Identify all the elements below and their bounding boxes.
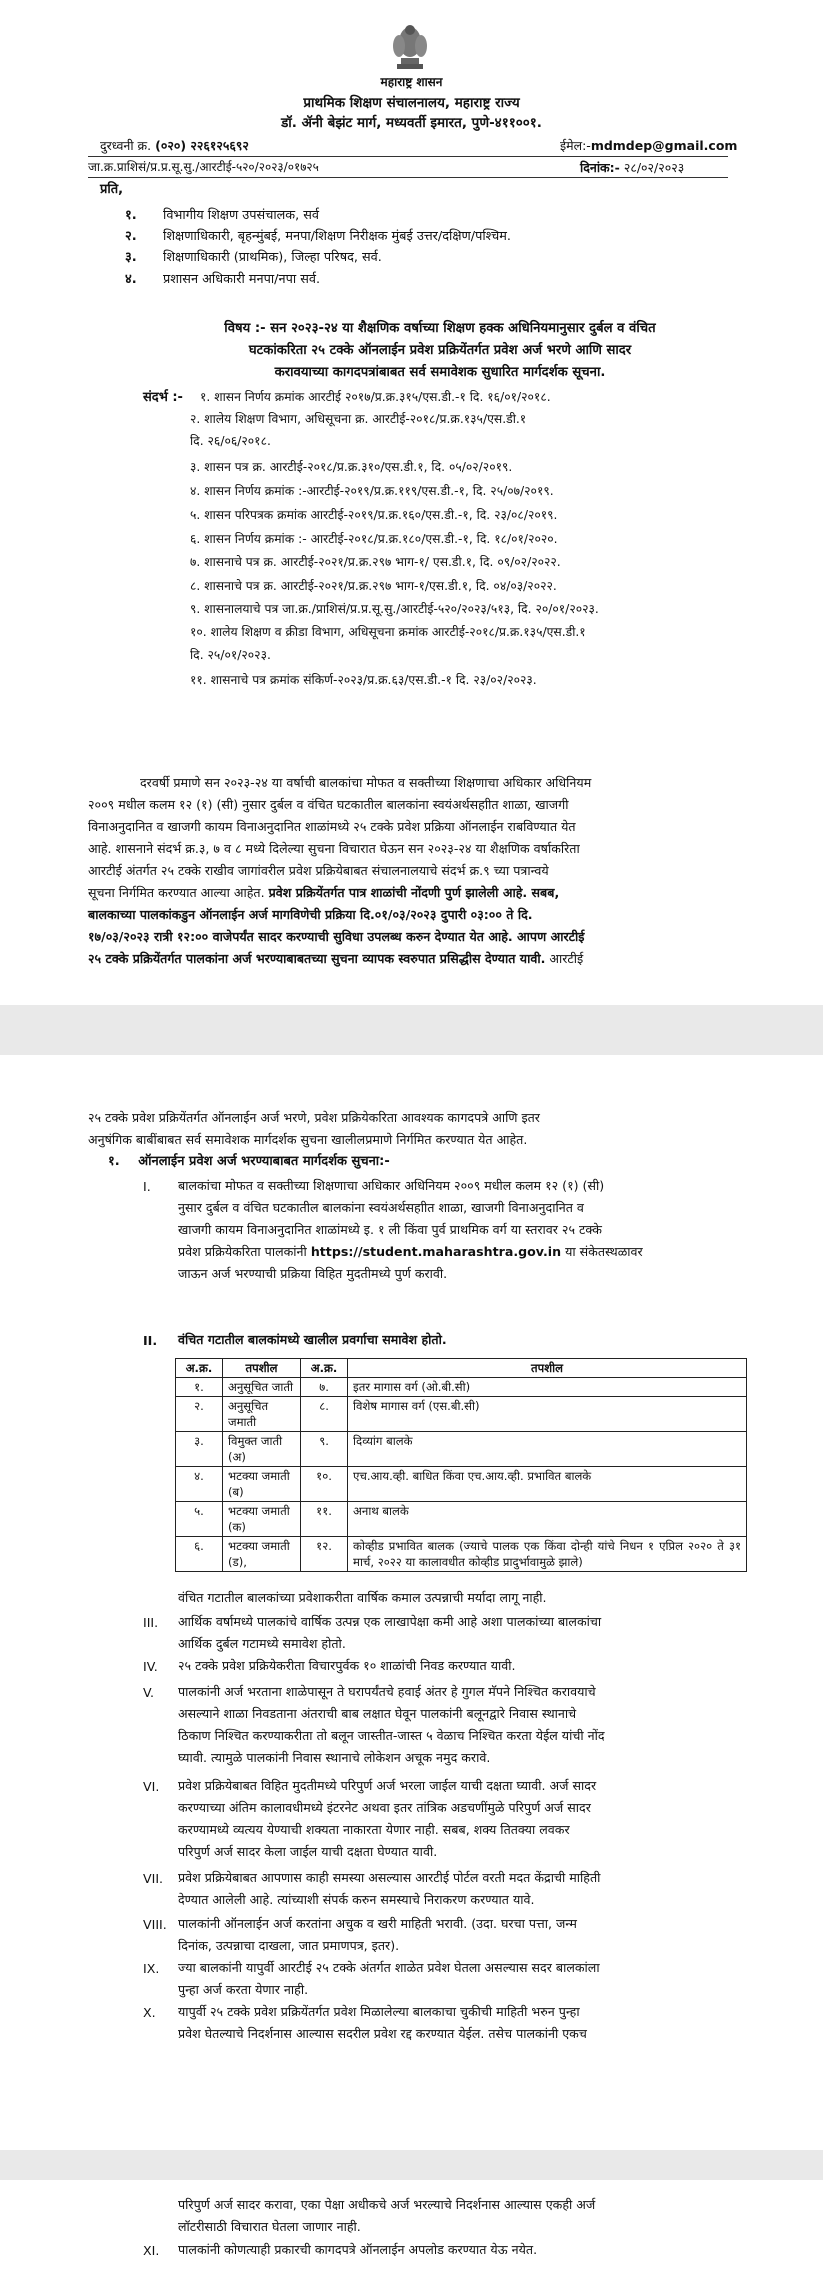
recipient-text: शिक्षणाधिकारी, बृहन्मुंबई, मनपा/शिक्षण निरीक्षक मुंबई उत्तर/दक्षिण/पश्चिम.: [163, 229, 511, 244]
letter-page-3: [0, 2180, 823, 2280]
phone-number: (०२०) २२६१२५६९२: [155, 138, 249, 153]
table-row: [176, 1537, 747, 1572]
recipient-text: प्रशासन अधिकारी मनपा/नपा सर्व.: [163, 272, 321, 287]
table-header-row: [176, 1359, 747, 1378]
table-cell: अनुसूचित जमाती: [223, 1397, 301, 1432]
category-heading: वंचित गटातील बालकांमध्ये खालील प्रवर्गाचा समावेश होतो.: [178, 1332, 447, 1347]
body-text: सूचना निर्गमित करण्यात आल्या आहेत.: [88, 885, 269, 900]
item-line: [178, 1241, 724, 1263]
reference-item: ३. शासन पत्र क्र. आरटीई-२०१८/प्र.क्र.३१०/एस.डी.१, दि. ०५/०२/२०१९.: [190, 460, 513, 474]
phone: [100, 136, 249, 155]
reference-item: दि. २६/०६/२०१८.: [190, 434, 271, 448]
item-number: I.: [143, 1179, 151, 1194]
body-line: आहे. शासनाने संदर्भ क्र.३, ७ व ८ मध्ये दिलेल्या सुचना विचारात घेऊन सन २०२३-२४ या शैक्षणिक वर्षाकरिता: [88, 841, 580, 856]
table-cell: भटक्या जमाती (क): [223, 1502, 301, 1537]
reference-item: ४. शासन निर्णय क्रमांक :-आरटीई-२०१९/प्र.क्र.११९/एस.डी.-१, दि. २५/०७/२०१९.: [190, 484, 554, 498]
item-number: IV.: [143, 1659, 158, 1674]
header-divider: [88, 156, 728, 157]
letter-page-1: [0, 0, 823, 1005]
body-line: [88, 948, 728, 970]
table-cell: ३.: [176, 1432, 223, 1467]
item-line: घ्यावी. त्यामुळे पालकांनी निवास स्थानाचे लोकेशन अचूक नमुद करावे.: [178, 1750, 491, 1765]
table-row: [176, 1432, 747, 1467]
item-text: या संकेतस्थळावर: [561, 1244, 643, 1259]
header-divider-2: [88, 177, 728, 178]
body-line: आरटीई अंतर्गत २५ टक्के राखीव जागांवरील प्रवेश प्रक्रियेबाबत संचालनालयाचे संदर्भ क्र.९ च्या पत्रान्वये: [88, 863, 549, 878]
recipient-number: २.: [125, 229, 137, 244]
item-line: खाजगी कायम विनाअनुदानित शाळांमध्ये इ. १ ली किंवा पुर्व प्राथमिक वर्ग या स्तरावर २५ टक्के: [178, 1222, 602, 1237]
item-number: VI.: [143, 1779, 160, 1794]
item-line: परिपुर्ण अर्ज सादर केला जाईल याची दक्षता घेण्यात यावी.: [178, 1844, 438, 1859]
reference-item: ७. शासनाचे पत्र क्र. आरटीई-२०२१/प्र.क्र.२९७ भाग-१/ एस.डी.१, दि. ०९/०२/२०२२.: [190, 555, 561, 569]
body-text: आरटीई: [545, 951, 584, 966]
item-line: जाऊन अर्ज भरण्याची प्रक्रिया विहित मुदतीमध्ये पुर्ण करावी.: [178, 1266, 448, 1281]
item-number: VII.: [143, 1871, 164, 1886]
item-line: पुन्हा अर्ज करता येणार नाही.: [178, 1982, 309, 1997]
table-cell: ९.: [301, 1432, 348, 1467]
col-header: अ.क्र.: [176, 1359, 223, 1378]
instruction-item: [178, 1867, 724, 1911]
table-cell: विमुक्त जाती (अ): [223, 1432, 301, 1467]
item-number: XI.: [143, 2243, 160, 2258]
student-portal-link[interactable]: https://student.maharashtra.gov.in: [310, 1244, 562, 1259]
item-line: आर्थिक दुर्बल गटामध्ये समावेश होतो.: [178, 1636, 346, 1651]
date-label: दिनांक:-: [580, 160, 620, 175]
phone-label: दुरध्वनी क्र.: [100, 138, 152, 153]
reference-item: ६. शासन निर्णय क्रमांक :- आरटीई-२०१८/प्र.क्र.१८०/एस.डी.-१, दि. १८/०१/२०२०.: [190, 532, 558, 546]
item-line: ज्या बालकांनी यापुर्वी आरटीई २५ टक्के अंतर्गत शाळेत प्रवेश घेतला असल्यास सदर बालकांला: [178, 1960, 600, 1975]
col-header: तपशील: [348, 1359, 747, 1378]
table-body: [176, 1378, 747, 1572]
table-cell: १२.: [301, 1537, 348, 1572]
email-label: ईमेल:-: [560, 138, 591, 153]
item-line: करण्यामध्ये व्यत्यय येण्याची शक्यता नाकारता येणार नाही. सबब, शक्य तितक्या लवकर: [178, 1822, 570, 1837]
item-line: ठिकाण निश्चित करण्याकरीता तो बलून जास्तीत-जास्त ५ वेळाच निश्चित करता येईल यांची नोंद: [178, 1728, 605, 1743]
table-cell: अनुसूचित जाती: [223, 1378, 301, 1397]
table-cell: २.: [176, 1397, 223, 1432]
item-line: प्रवेश घेतल्याचे निदर्शनास आल्यास सदरील प्रवेश रद्द करण्यात येईल. तसेच पालकांनी एकच: [178, 2026, 587, 2041]
recipient-text: शिक्षणाधिकारी (प्राथमिक), जिल्हा परिषद, सर्व.: [163, 250, 382, 265]
col-header: अ.क्र.: [301, 1359, 348, 1378]
body-line: २००९ मधील कलम १२ (१) (सी) नुसार दुर्बल व वंचित घटकातील बालकांना स्वयंअर्थसहाीत शाळा, खाजगी: [88, 797, 569, 812]
office-address: डॉ. ॲनी बेझंट मार्ग, मध्यवर्ती इमारत, पुणे-४११००१.: [281, 115, 542, 131]
item-line: पालकांनी ऑनलाईन अर्ज करतांना अचुक व खरी माहिती भरावी. (उदा. घरचा पत्ता, जन्म: [178, 1916, 577, 1931]
body-bold-text: २५ टक्के प्रक्रियेंतर्गत पालकांना अर्ज भरण्याबाबतच्या सुचना व्यापक स्वरुपात प्रसिद्धीस देण्यात यावी.: [88, 951, 546, 966]
instruction-item-11: पालकांनी कोणत्याही प्रकारची कागदपत्रे ऑनलाईन अपलोड करण्यात येऊ नयेत.: [178, 2242, 538, 2257]
instruction-item: [178, 1913, 724, 1957]
subject-line: विषय :- सन २०२३-२४ या शैक्षणिक वर्षाच्या शिक्षण हक्क अधिनियमानुसार दुर्बल व वंचित: [224, 321, 656, 336]
item-line: २५ टक्के प्रवेश प्रक्रियेकरीता विचारपुर्वक १० शाळांची निवड करण्यात यावी.: [178, 1658, 516, 1673]
instruction-item: [178, 1775, 724, 1863]
letter-date: [580, 158, 684, 177]
category-table: [175, 1358, 747, 1572]
reference-item: ९. शासनालयाचे पत्र जा.क्र./प्राशिसं/प्र.प्र.सू.सु./आरटीई-५२०/२०२३/५१३, दि. २०/०१/२०२३.: [190, 602, 599, 616]
body-line: [88, 882, 728, 904]
to-label: प्रति,: [100, 182, 124, 197]
table-cell: १०.: [301, 1467, 348, 1502]
item-line: प्रवेश प्रक्रियेबाबत विहित मुदतीमध्ये परिपुर्ण अर्ज भरला जाईल याची दक्षता घ्यावी. अर्ज सादर: [178, 1778, 597, 1793]
reference-item: ८. शासनाचे पत्र क्र. आरटीई-२०२१/प्र.क्र.२९७ भाग-१/एस.डी.१, दि. ०४/०३/२०२२.: [190, 579, 557, 593]
intro-line: अनुषंगिक बाबींबाबत सर्व समावेशक मार्गदर्शक सुचना खालीलप्रमाणे निर्गमित करण्यात येत आहेत.: [88, 1132, 528, 1147]
item-line: यापुर्वी २५ टक्के प्रवेश प्रक्रियेंतर्गत प्रवेश मिळालेल्या बालकाचा चुकीची माहिती भरुन पुन्हा: [178, 2004, 580, 2019]
reference-item: १०. शालेय शिक्षण व क्रीडा विभाग, अधिसूचना क्रमांक आरटीई-२०१८/प्र.क्र.१३५/एस.डी.१: [190, 625, 586, 639]
subject-line: करावयाच्या कागदपत्रांबाबत सर्व समावेशक सुधारित मार्गदर्शक सूचना.: [274, 365, 606, 380]
continued-item: [178, 2194, 724, 2238]
item-number: IX.: [143, 1961, 160, 1976]
table-cell: एच.आय.व्ही. बाधित किंवा एच.आय.व्ही. प्रभावित बालके: [348, 1467, 747, 1502]
item-line: करण्याच्या अंतिम कालावधीमध्ये इंटरनेट अथवा इतर तांत्रिक अडचणींमुळे परिपुर्ण अर्ज सादर: [178, 1800, 591, 1815]
reference-item: ५. शासन परिपत्रक क्रमांक आरटीई-२०१९/प्र.क्र.१६०/एस.डी.-१, दि. २३/०८/२०१९.: [190, 508, 558, 522]
table-cell: भटक्या जमाती (ब): [223, 1467, 301, 1502]
item-line: लॉटरीसाठी विचारात घेतला जाणार नाही.: [178, 2219, 361, 2234]
email: [560, 136, 737, 155]
item-number: II.: [143, 1333, 158, 1348]
item-line: परिपुर्ण अर्ज सादर करावा, एका पेक्षा अधीकचे अर्ज भरल्याचे निदर्शनास आल्यास एकही अर्ज: [178, 2197, 596, 2212]
table-cell: ८.: [301, 1397, 348, 1432]
govt-name: महाराष्ट्र शासन: [380, 75, 443, 89]
item-number: III.: [143, 1615, 159, 1630]
item-line: प्रवेश प्रक्रियेबाबत आपणास काही समस्या असल्यास आरटीई पोर्टल वरती मदत केंद्राची माहिती: [178, 1870, 601, 1885]
item-line: देण्यात आलेली आहे. त्यांच्याशी संपर्क करुन समस्याचे निराकरण करण्यात यावे.: [178, 1892, 535, 1907]
col-header: तपशील: [223, 1359, 301, 1378]
instruction-item-1: [178, 1175, 724, 1285]
reference-item: ११. शासनाचे पत्र क्रमांक संकिर्ण-२०२३/प्र.क्र.६३/एस.डी.-१ दि. २३/०२/२०२३.: [190, 673, 537, 687]
item-line: दिनांक, उत्पन्नाचा दाखला, जात प्रमाणपत्र, इतर).: [178, 1938, 400, 1953]
item-text: प्रवेश प्रक्रियेकरिता पालकांनी: [178, 1244, 311, 1259]
section-title: ऑनलाईन प्रवेश अर्ज भरण्याबाबत मार्गदर्शक सुचना:-: [138, 1154, 390, 1169]
letter-page-2: [0, 1055, 823, 2150]
recipient-number: १.: [125, 208, 137, 223]
recipient-text: विभागीय शिक्षण उपसंचालक, सर्व: [163, 208, 320, 223]
section-number: १.: [108, 1154, 120, 1169]
table-cell: अनाथ बालके: [348, 1502, 747, 1537]
reference-item: १. शासन निर्णय क्रमांक आरटीई २०१७/प्र.क्र.३१५/एस.डी.-१ दि. १६/०१/२०१८.: [200, 390, 551, 404]
email-address[interactable]: mdmdep@gmail.com: [590, 138, 738, 153]
instruction-item: [178, 1611, 724, 1655]
intro-paragraph: [88, 1107, 728, 1151]
state-emblem-icon: [383, 20, 437, 72]
item-number: VIII.: [143, 1917, 167, 1932]
item-line: आर्थिक वर्षामध्ये पालकांचे वार्षिक उत्पन्न एक लाखापेक्षा कमी आहे अशा पालकांच्या बालकांचा: [178, 1614, 602, 1629]
item-number: V.: [143, 1685, 154, 1700]
intro-line: २५ टक्के प्रवेश प्रक्रियेंतर्गत ऑनलाईन अर्ज भरणे, प्रवेश प्रक्रियेकरिता आवश्यक कागदपत्रे आणि इतर: [88, 1110, 540, 1125]
body-bold-line: १७/०३/२०२३ रात्री १२:०० वाजेपर्यंत सादर करण्याची सुविधा उपलब्ध करुन देण्यात येत आहे. आपण आरटीई: [88, 929, 585, 944]
body-bold-line: बालकाच्या पालकांकडुन ऑनलाईन अर्ज मागविणेची प्रक्रिया दि.०१/०३/२०२३ दुपारी ०३:०० ते दि.: [88, 907, 533, 922]
instruction-item: [178, 1957, 724, 2001]
item-line: असल्याने शाळा निवडताना अंतराची बाब लक्षात घेवून पालकांनी बलूनद्वारे निवास स्थानाचे: [178, 1706, 577, 1721]
body-line: दरवर्षी प्रमाणे सन २०२३-२४ या वर्षाची बालकांचा मोफत व सक्तीच्या शिक्षणाचा अधिकार अधिनियम: [140, 775, 592, 790]
item-line: पालकांनी अर्ज भरताना शाळेपासून ते घरापर्यंतचे हवाई अंतर हे गुगल मॅपने निश्चित करावयाचे: [178, 1684, 596, 1699]
table-row: [176, 1378, 747, 1397]
item-line: बालकांचा मोफत व सक्तीच्या शिक्षणाचा अधिकार अधिनियम २००९ मधील कलम १२ (१) (सी): [178, 1178, 605, 1193]
reference-item: २. शालेय शिक्षण विभाग, अधिसूचना क्र. आरटीई-२०१८/प्र.क्र.१३५/एस.डी.१: [190, 412, 527, 426]
body-paragraph: [88, 772, 728, 970]
section-heading: [108, 1151, 390, 1173]
reference-number: जा.क्र.प्राशिसं/प्र.प्र.सू.सु./आरटीई-५२०/२०२३/०१७२५: [88, 160, 319, 174]
table-row: [176, 1467, 747, 1502]
reference-item: दि. २५/०१/२०२३.: [190, 648, 271, 662]
body-line: विनाअनुदानित व खाजगी कायम विनाअनुदानित शाळांमध्ये २५ टक्के प्रवेश प्रक्रिया ऑनलाईन राबविण्यात येत: [88, 819, 576, 834]
subject-line: घटकांकरिता २५ टक्के ऑनलाईन प्रवेश प्रक्रियेंतर्गत प्रवेश अर्ज भरणे आणि सादर: [248, 343, 632, 358]
references-label: संदर्भ :-: [143, 390, 183, 405]
table-cell: इतर मागास वर्ग (ओ.बी.सी): [348, 1378, 747, 1397]
table-cell: दिव्यांग बालके: [348, 1432, 747, 1467]
table-cell: ५.: [176, 1502, 223, 1537]
table-cell: ४.: [176, 1467, 223, 1502]
recipient-number: ४.: [125, 272, 137, 287]
item-number: X.: [143, 2005, 156, 2020]
date-value: २८/०२/२०२३: [619, 160, 685, 175]
table-cell: भटक्या जमाती (ड),: [223, 1537, 301, 1572]
table-cell: ७.: [301, 1378, 348, 1397]
recipient-number: ३.: [125, 250, 137, 265]
table-cell: १.: [176, 1378, 223, 1397]
instruction-item: [178, 2001, 724, 2045]
office-name: प्राथमिक शिक्षण संचालनालय, महाराष्ट्र राज्य: [303, 95, 520, 111]
table-cell: ६.: [176, 1537, 223, 1572]
instruction-item: [178, 1681, 724, 1769]
subject: [140, 318, 740, 384]
category-note: वंचित गटातील बालकांच्या प्रवेशाकरीता वार्षिक कमाल उत्पन्नाची मर्यादा लागू नाही.: [178, 1590, 547, 1605]
table-cell: ११.: [301, 1502, 348, 1537]
table-row: [176, 1397, 747, 1432]
table-row: [176, 1502, 747, 1537]
instruction-item: [178, 1655, 724, 1677]
body-bold-text: प्रवेश प्रक्रियेंतर्गत पात्र शाळांची नोंदणी पुर्ण झालेली आहे. सबब,: [268, 885, 560, 900]
table-cell: विशेष मागास वर्ग (एस.बी.सी): [348, 1397, 747, 1432]
table-cell: कोव्हीड प्रभावित बालक (ज्याचे पालक एक किंवा दोन्ही यांचे निधन १ एप्रिल २०२० ते ३१ मार्च, २०२२ या कालावधीत कोव्हीड प्रादुर्भावामुळे झाले): [348, 1537, 747, 1572]
item-line: नुसार दुर्बल व वंचित घटकातील बालकांना स्वयंअर्थसहाीत शाळा, खाजगी विनाअनुदानित व: [178, 1200, 584, 1215]
